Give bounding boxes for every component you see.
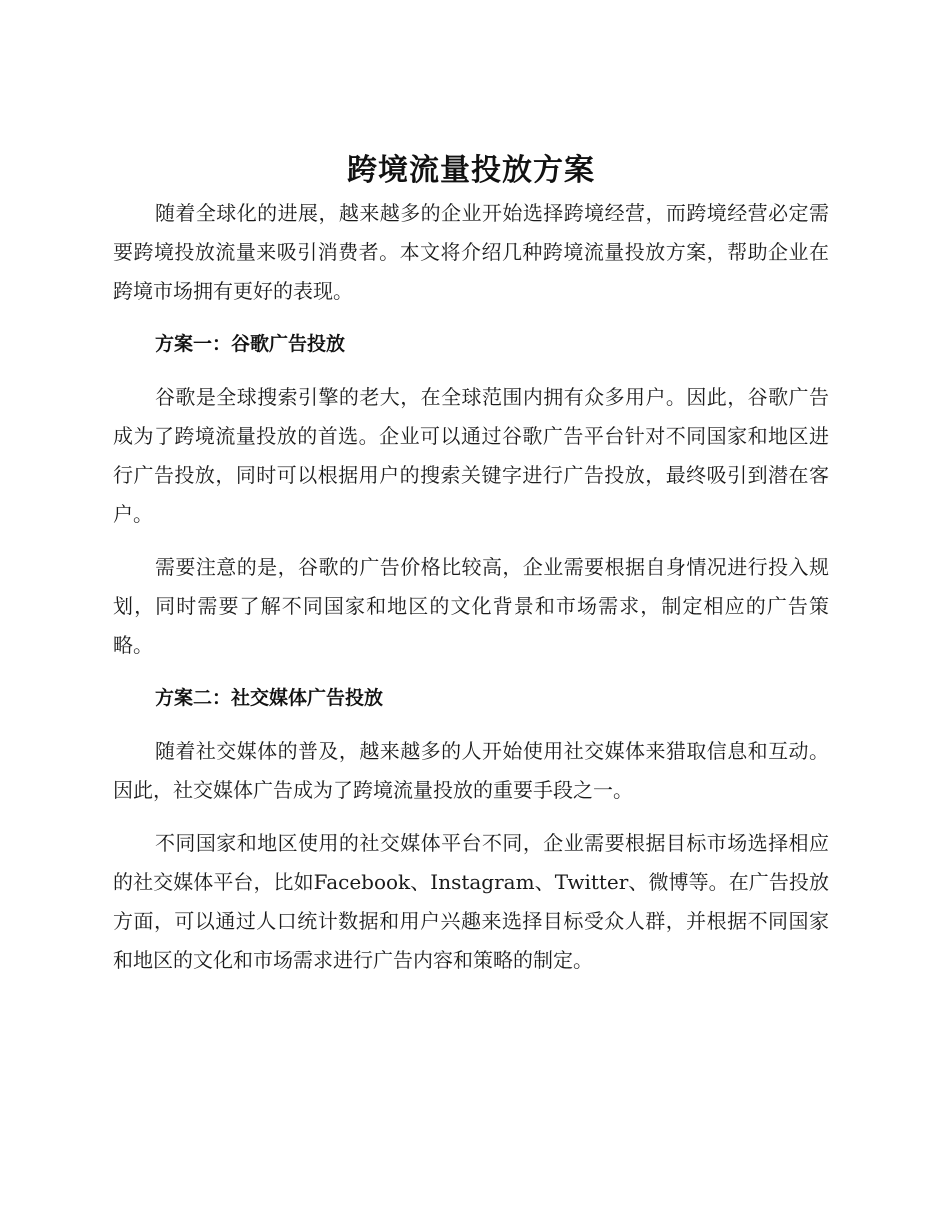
google-ads-paragraph-1: 谷歌是全球搜索引擎的老大，在全球范围内拥有众多用户。因此，谷歌广告成为了跨境流量投放的首选。企业可以通过谷歌广告平台针对不同国家和地区进行广告投放，同时可以根据用户的搜索关键字进行广告投放，最终吸引到潜在客户。 [113, 385, 829, 526]
social-media-paragraph-2: 不同国家和地区使用的社交媒体平台不同，企业需要根据目标市场选择相应的社交媒体平台，比如Facebook、Instagram、Twitter、微博等。在广告投放方面，可以通过人口统计数据和用户兴趣来选择目标受众人群，并根据不同国家和地区的文化和市场需求进行广告内容和策略的制定。 [113, 831, 829, 972]
section-heading-google-ads: 方案一：谷歌广告投放 [155, 333, 346, 355]
social-media-paragraph-1: 随着社交媒体的普及，越来越多的人开始使用社交媒体来猎取信息和互动。因此，社交媒体广告成为了跨境流量投放的重要手段之一。 [113, 739, 829, 802]
google-ads-paragraph-2: 需要注意的是，谷歌的广告价格比较高，企业需要根据自身情况进行投入规划，同时需要了解不同国家和地区的文化背景和市场需求，制定相应的广告策略。 [113, 555, 829, 657]
section-heading-social-media-ads: 方案二：社交媒体广告投放 [155, 687, 384, 709]
intro-paragraph: 随着全球化的进展，越来越多的企业开始选择跨境经营，而跨境经营必定需要跨境投放流量来吸引消费者。本文将介绍几种跨境流量投放方案，帮助企业在跨境市场拥有更好的表现。 [113, 201, 829, 303]
document-title: 跨境流量投放方案 [347, 153, 595, 188]
document-body [113, 148, 829, 980]
